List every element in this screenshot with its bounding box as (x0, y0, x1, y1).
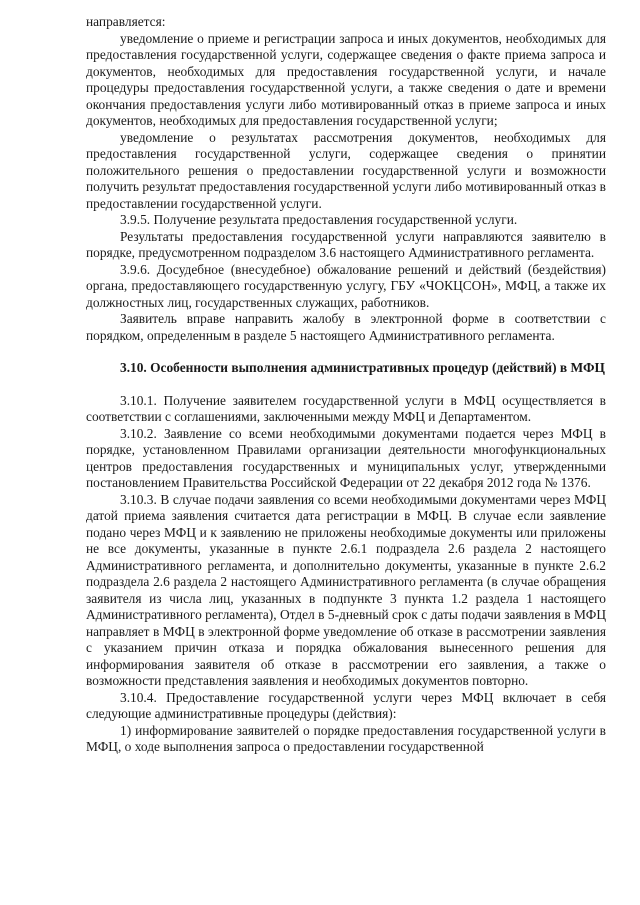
section-heading: 3.10. Особенности выполнения административных процедур (действий) в МФЦ (120, 360, 605, 375)
spacer (86, 344, 606, 360)
spacer (86, 377, 606, 393)
paragraph: 3.10.2. Заявление со всеми необходимыми документами подается через МФЦ в порядке, установленном Правилами организации деятельности многофункциональных центров предоставления государственных и муниципальных услуг, утвержденными постановлением Правительства Российской Федерации от 22 декабря 2012 года № 1376. (86, 425, 606, 490)
paragraph: 3.9.6. Досудебное (внесудебное) обжалование решений и действий (бездействия) органа, предоставляющего государственную услугу, ГБУ «ЧОКЦСОН», МФЦ, а также их должностных лиц, государственных служащих, работников. (86, 261, 606, 310)
paragraph: 3.10.1. Получение заявителем государственной услуги в МФЦ осуществляется в соответствии с соглашениями, заключенными между МФЦ и Департаментом. (86, 392, 606, 424)
paragraph: Результаты предоставления государственной услуги направляются заявителю в порядке, предусмотренном подразделом 3.6 настоящего Административного регламента. (86, 228, 606, 260)
paragraph: уведомление о результатах рассмотрения документов, необходимых для предоставления государственной услуги, содержащее сведения о принятии положительного решения о предоставлении государственной услуги и возможности получить результат предоставления государственной услуги либо мотивированный отказ в предоставлении государственной услуги. (86, 129, 606, 211)
paragraph: 3.10.4. Предоставление государственной услуги через МФЦ включает в себя следующие административные процедуры (действия): (86, 689, 606, 721)
paragraph: Заявитель вправе направить жалобу в электронной форме в соответствии с порядком, определенным в разделе 5 настоящего Административного регламента. (86, 311, 606, 343)
paragraph: направляется: (86, 14, 166, 29)
paragraph: уведомление о приеме и регистрации запроса и иных документов, необходимых для предоставления государственной услуги, содержащее сведения о факте приема запроса и документов, необходимых для предоставления государственной услуги, и начале процедуры предоставления государственной услуги, а также сведения о дате и времени окончания предоставления услуги либо мотивированный отказ в приеме запроса и иных документов, необходимых для предоставления государственной услуги; (86, 30, 606, 128)
paragraph: 3.9.5. Получение результата предоставления государственной услуги. (120, 212, 518, 227)
paragraph: 3.10.3. В случае подачи заявления со всеми необходимыми документами через МФЦ датой приема заявления считается дата регистрации в МФЦ. В случае если заявление подано через МФЦ и к заявлению не приложены необходимые документы или приложены не все документы, указанные в пункте 2.6.1 подраздела 2.6 раздела 2 настоящего Административного регламента, и дополнительно документы, указанные в пункте 2.6.2 подраздела 2.6 раздела 2 настоящего Административного регламента (в случае обращения заявителя из числа лиц, указанных в подпункте 3 пункта 1.2 раздела 1 настоящего Административного регламента), Отдел в 5-дневный срок с даты подачи заявления в МФЦ направляет в МФЦ в электронной форме уведомление об отказе в рассмотрении заявления с указанием причин отказа и порядка обжалования вынесенного решения для информирования заявителя об отказе в рассмотрении его заявления, а также о возможности представления заявления и необходимых документов повторно. (86, 491, 606, 688)
document-page (86, 14, 606, 756)
paragraph: 1) информирование заявителей о порядке предоставления государственной услуги в МФЦ, о ходе выполнения запроса о предоставлении государственной (86, 722, 606, 754)
